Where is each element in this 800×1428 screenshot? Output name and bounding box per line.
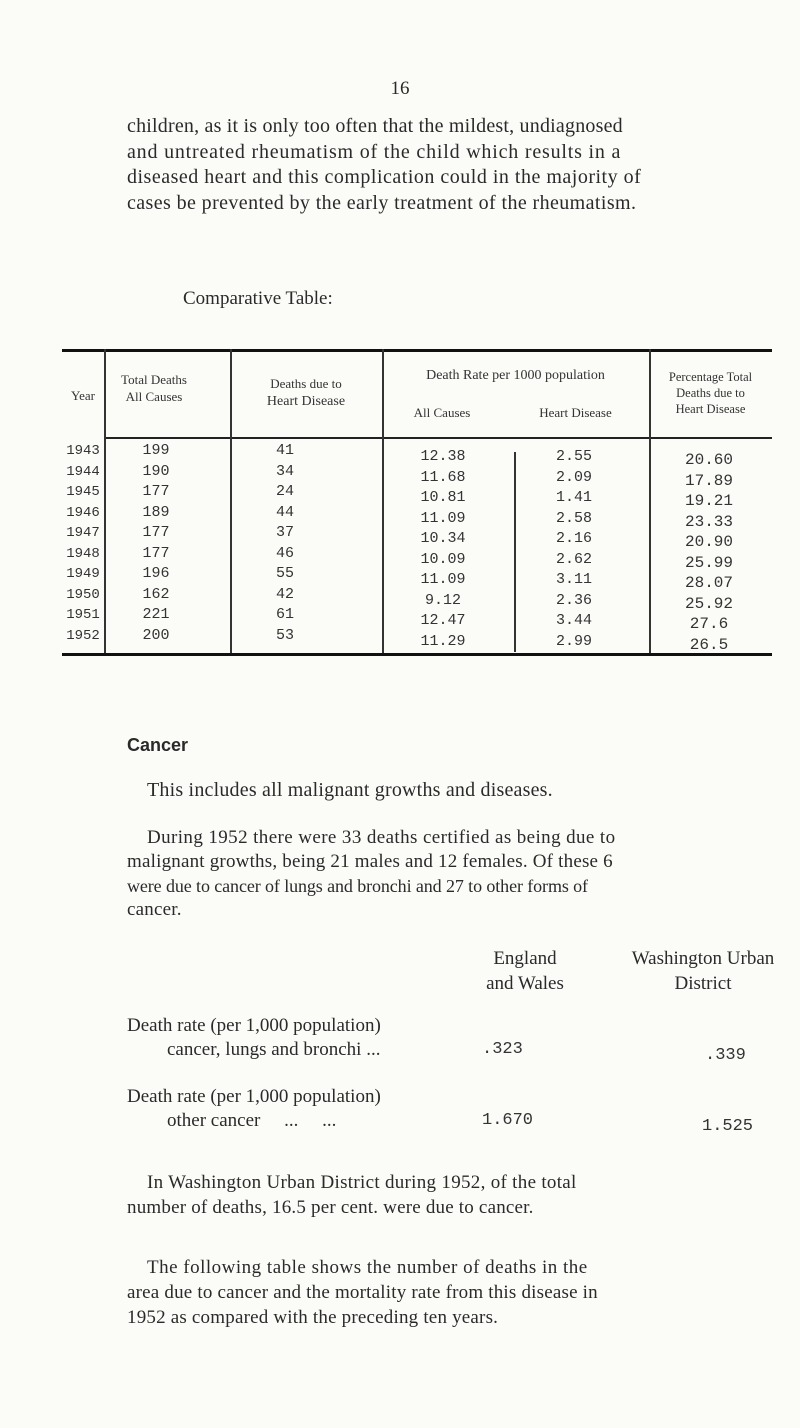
text-line: were due to cancer of lungs and bronchi and 27 to other forms of [127,876,588,896]
cell-total-deaths: 162 [142,585,170,603]
cell-rate-heart: 2.16 [555,530,592,547]
cell-year: 1944 [66,463,100,480]
comparative-heading: Comparative Table: [183,288,333,309]
cell-percentage: 17.89 [684,471,733,490]
following-paragraph [127,1255,767,1330]
header-line: Total Deaths [121,372,187,387]
cell-rate-all: 11.68 [420,468,466,486]
header-line: Percentage Total [668,370,753,384]
cell-rate-all: 11.09 [420,509,466,527]
text-line: malignant growths, being 21 males and 12 females. Of these 6 [127,851,613,872]
cell-rate-all: 10.34 [420,530,466,547]
header-rate-heart-disease: Heart Disease [539,405,612,420]
text-line: During 1952 there were 33 deaths certified as being due to [147,827,616,848]
header-line: Heart Disease [675,402,746,416]
cell-total-deaths: 177 [142,483,170,500]
cell-heart-deaths: 53 [275,626,294,644]
cell-year: 1949 [66,566,100,582]
cell-percentage: 27.6 [689,615,729,633]
cell-heart-deaths: 34 [275,462,294,480]
cell-rate-heart: 2.55 [555,448,592,465]
page-number: 16 [390,78,410,99]
cell-heart-deaths: 24 [275,483,294,500]
cell-total-deaths: 190 [142,462,170,480]
cell-year: 1952 [66,627,100,644]
table-top-rule [62,349,772,352]
cell-heart-deaths: 55 [275,565,294,582]
header-percentage [649,369,772,417]
rate-heart-column [514,447,634,652]
cell-total-deaths: 200 [142,626,170,644]
cell-percentage: 25.99 [684,553,733,572]
header-total-deaths [104,371,204,405]
col-header-washington [618,946,788,996]
cell-heart-deaths: 61 [275,606,294,623]
cell-rate-heart: 3.44 [555,612,592,629]
cell-total-deaths: 196 [142,565,170,582]
text-line: cases be prevented by the early treatment of the rheumatism. [127,191,637,214]
value-washington-lungs: .339 [705,1046,746,1065]
comparative-table [62,349,772,657]
cell-percentage: 25.92 [684,594,733,613]
text-line: cancer. [127,899,182,920]
cell-heart-deaths: 37 [275,524,294,541]
header-line: Washington Urban [631,948,775,969]
value-england-lungs: .323 [482,1040,523,1059]
cell-year: 1945 [66,484,100,500]
col-header-england [440,946,610,996]
text-line: number of deaths, 16.5 per cent. were due to cancer. [127,1197,534,1218]
cell-rate-all: 11.29 [420,632,466,650]
cell-rate-all: 10.81 [420,489,466,506]
cell-rate-heart: 2.58 [555,509,592,527]
cell-heart-deaths: 46 [275,544,294,562]
cell-rate-all: 11.09 [420,571,466,588]
label-line: cancer, lungs and bronchi ... [167,1039,381,1060]
label-line: other cancer ... ... [167,1110,337,1131]
cell-rate-heart: 2.62 [555,550,592,568]
label-line: Death rate (per 1,000 population) [127,1015,381,1036]
cell-heart-deaths: 44 [275,503,294,521]
cell-total-deaths: 189 [142,503,170,521]
cell-percentage: 19.21 [684,492,733,510]
cell-heart-deaths: 41 [275,442,294,459]
row-label-lungs [127,1014,381,1062]
cell-year: 1946 [66,504,100,521]
text-line: children, as it is only too often that the mildest, undiagnosed [127,115,623,137]
row-label-other [127,1085,381,1133]
rate-all-column [382,447,504,652]
header-line: Deaths due to [676,386,745,400]
text-line: diseased heart and this complication could in the majority of [127,166,642,188]
header-line: All Causes [125,389,183,404]
cell-year: 1947 [66,525,100,541]
header-line: England [493,948,557,969]
header-line: and Wales [486,973,564,994]
cell-heart-deaths: 42 [275,585,294,603]
cell-rate-all: 12.47 [420,612,466,629]
header-line: District [674,973,732,994]
cell-percentage: 20.60 [684,451,733,469]
cell-total-deaths: 177 [142,524,170,541]
text-line: and untreated rheumatism of the child which results in a [127,140,622,163]
cell-rate-all: 9.12 [424,591,461,609]
cancer-intro: This includes all malignant growths and diseases. [147,779,553,801]
header-heart-deaths [230,375,382,410]
value-washington-other: 1.525 [702,1117,754,1136]
cell-rate-heart: 2.36 [555,591,592,609]
cell-rate-heart: 2.09 [555,468,592,486]
text-line: In Washington Urban District during 1952, of the total [147,1172,577,1193]
year-column [62,441,104,646]
percentage-column [649,450,769,655]
cancer-heading: Cancer [127,735,189,755]
cancer-paragraph [127,826,767,922]
header-line: Heart Disease [266,394,346,409]
cell-percentage: 23.33 [684,512,733,531]
cell-year: 1943 [66,443,100,459]
cell-total-deaths: 177 [142,544,170,562]
intro-paragraph [127,114,767,216]
cell-year: 1948 [66,545,100,562]
header-rate-all-causes: All Causes [413,405,471,420]
header-line: Deaths due to [270,376,342,391]
cell-year: 1950 [66,586,100,603]
washington-paragraph [127,1170,767,1220]
text-line: area due to cancer and the mortality rate from this disease in [127,1282,598,1303]
header-death-rate: Death Rate per 1000 population [426,368,605,383]
cell-total-deaths: 221 [142,606,170,623]
heart-deaths-column [230,441,340,646]
cell-percentage: 26.5 [689,635,729,654]
text-line: 1952 as compared with the preceding ten years. [127,1307,499,1328]
total-deaths-column [104,441,208,646]
cell-rate-heart: 2.99 [555,632,592,650]
cell-percentage: 20.90 [684,533,733,551]
table-header-rule [104,437,772,439]
cell-rate-all: 12.38 [420,448,466,465]
value-england-other: 1.670 [482,1111,534,1130]
cell-rate-heart: 3.11 [555,571,592,588]
cell-year: 1951 [66,607,100,623]
text-line: The following table shows the number of deaths in the [147,1257,588,1278]
label-line: Death rate (per 1,000 population) [127,1086,381,1107]
header-year: Year [71,388,95,403]
cell-rate-heart: 1.41 [555,489,592,506]
cell-percentage: 28.07 [684,574,733,592]
cell-total-deaths: 199 [142,442,170,459]
cell-rate-all: 10.09 [420,550,466,568]
